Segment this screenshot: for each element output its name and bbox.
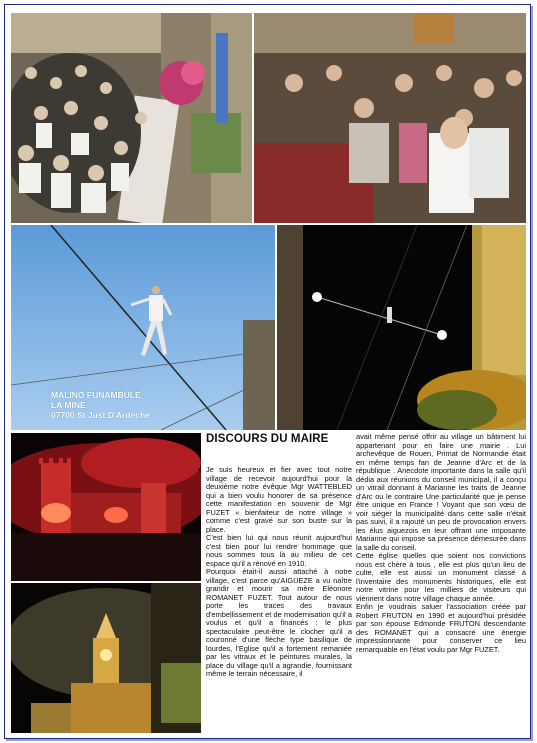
night-rope-image	[277, 225, 526, 430]
castle-image	[11, 433, 201, 581]
photo-caption	[51, 390, 150, 420]
paragraph: Je suis heureux et fier avec tout notre village de recevoir aujourd'hui pour la deuxième notre évêque Mgr WATTEBLED qui a bien voulu honorer de sa présence cette manifestation en souvenir de Mgr FUZET « bienfaiteur de notre village » comme c'est gravé sur son buste sur la place.	[206, 465, 352, 534]
article-title: DISCOURS DU MAIRE	[206, 433, 329, 445]
church-image	[11, 583, 201, 733]
crowd-image	[11, 13, 252, 223]
caption-line-1: MALINO FUNAMBULE	[51, 390, 141, 400]
paragraph: Cette église quelles que soient nos convictions nous est chère à tous , elle est plus qu'un lieu de culte, elle est aussi un monument classé à l'inventaire des monuments historiques, elle est notre vitrine pour les milliers de visiteurs qui viennent dans notre village chaque année.	[356, 551, 526, 603]
article-column-2	[356, 433, 526, 654]
mayor-speech-article	[206, 433, 526, 733]
paragraph: Pourquoi était-il aussi attaché à notre village, c'est parce qu'AIGUEZE a vu naître grandir et mourir sa mère Eléonore ROMANET FUZET. Tout autour de nous porte les traces des travaux d'embellissement et de modernisation qu'il a voulus et qu'il a financés : le plus spectaculaire peut-être le clocher qu'il a couronné d'une flèche type basilique de lourdes, l'Eglise qu'il a fortement remaniée par les vitraux et le peintures murales, la place du village qu'il a agrandie, fournissant même le terrain nécessaire, il	[206, 567, 352, 678]
table-image	[254, 13, 526, 223]
caption-line-3: 07700 St Just D'Ardèche	[51, 410, 150, 420]
paragraph: C'est bien lui qui nous réunit aujourd'hui c'est bien pour lui rendre hommage que nous sommes tous là au milieu de cet espace qu'il a rénové en 1910.	[206, 533, 352, 568]
paragraph: Enfin je voudrais saluer l'association créée par Robert FRUTON en 1990 et aujourd'hui présidée par son épouse Edmonde FRUTON descendante des ROMANET qui a consacré une énergie impressionnante pour conserver ce lieu remarquable en l'état voulu par Mgr FUZET.	[356, 602, 526, 654]
article-column-1	[206, 466, 352, 679]
photo-night-rope	[277, 225, 526, 430]
photo-crowd	[11, 13, 252, 223]
page-frame	[4, 4, 531, 739]
photo-castle	[11, 433, 201, 581]
photo-table	[254, 13, 526, 223]
paragraph: avait même pensé offrir au village un bâtiment lui appartenant pour en faire une mairie . Lui archevêque de Rouen, Primat de Normandie était en même temps fan de Jeanne d'Arc et de la république . Anecdote importante dans la salle qu'il dédia aux réunions du conseil municipal, il a conçu un vitrail donnant à Marianne les traits de Jeanne d'Arc ou le contraire Une particularité que je pense être unique en France ! Voyant que son vœu de voir siéger la municipalité dans cette salle n'était pas suivi, il a rajouté un peu de provocation envers les élus aiguezois en leur offrant une imposante Marianne qui impose sa présence démesurée dans la salle du conseil.	[356, 432, 526, 552]
photo-tightrope	[11, 225, 275, 430]
photo-church	[11, 583, 201, 733]
caption-line-2: LA MINE	[51, 400, 86, 410]
